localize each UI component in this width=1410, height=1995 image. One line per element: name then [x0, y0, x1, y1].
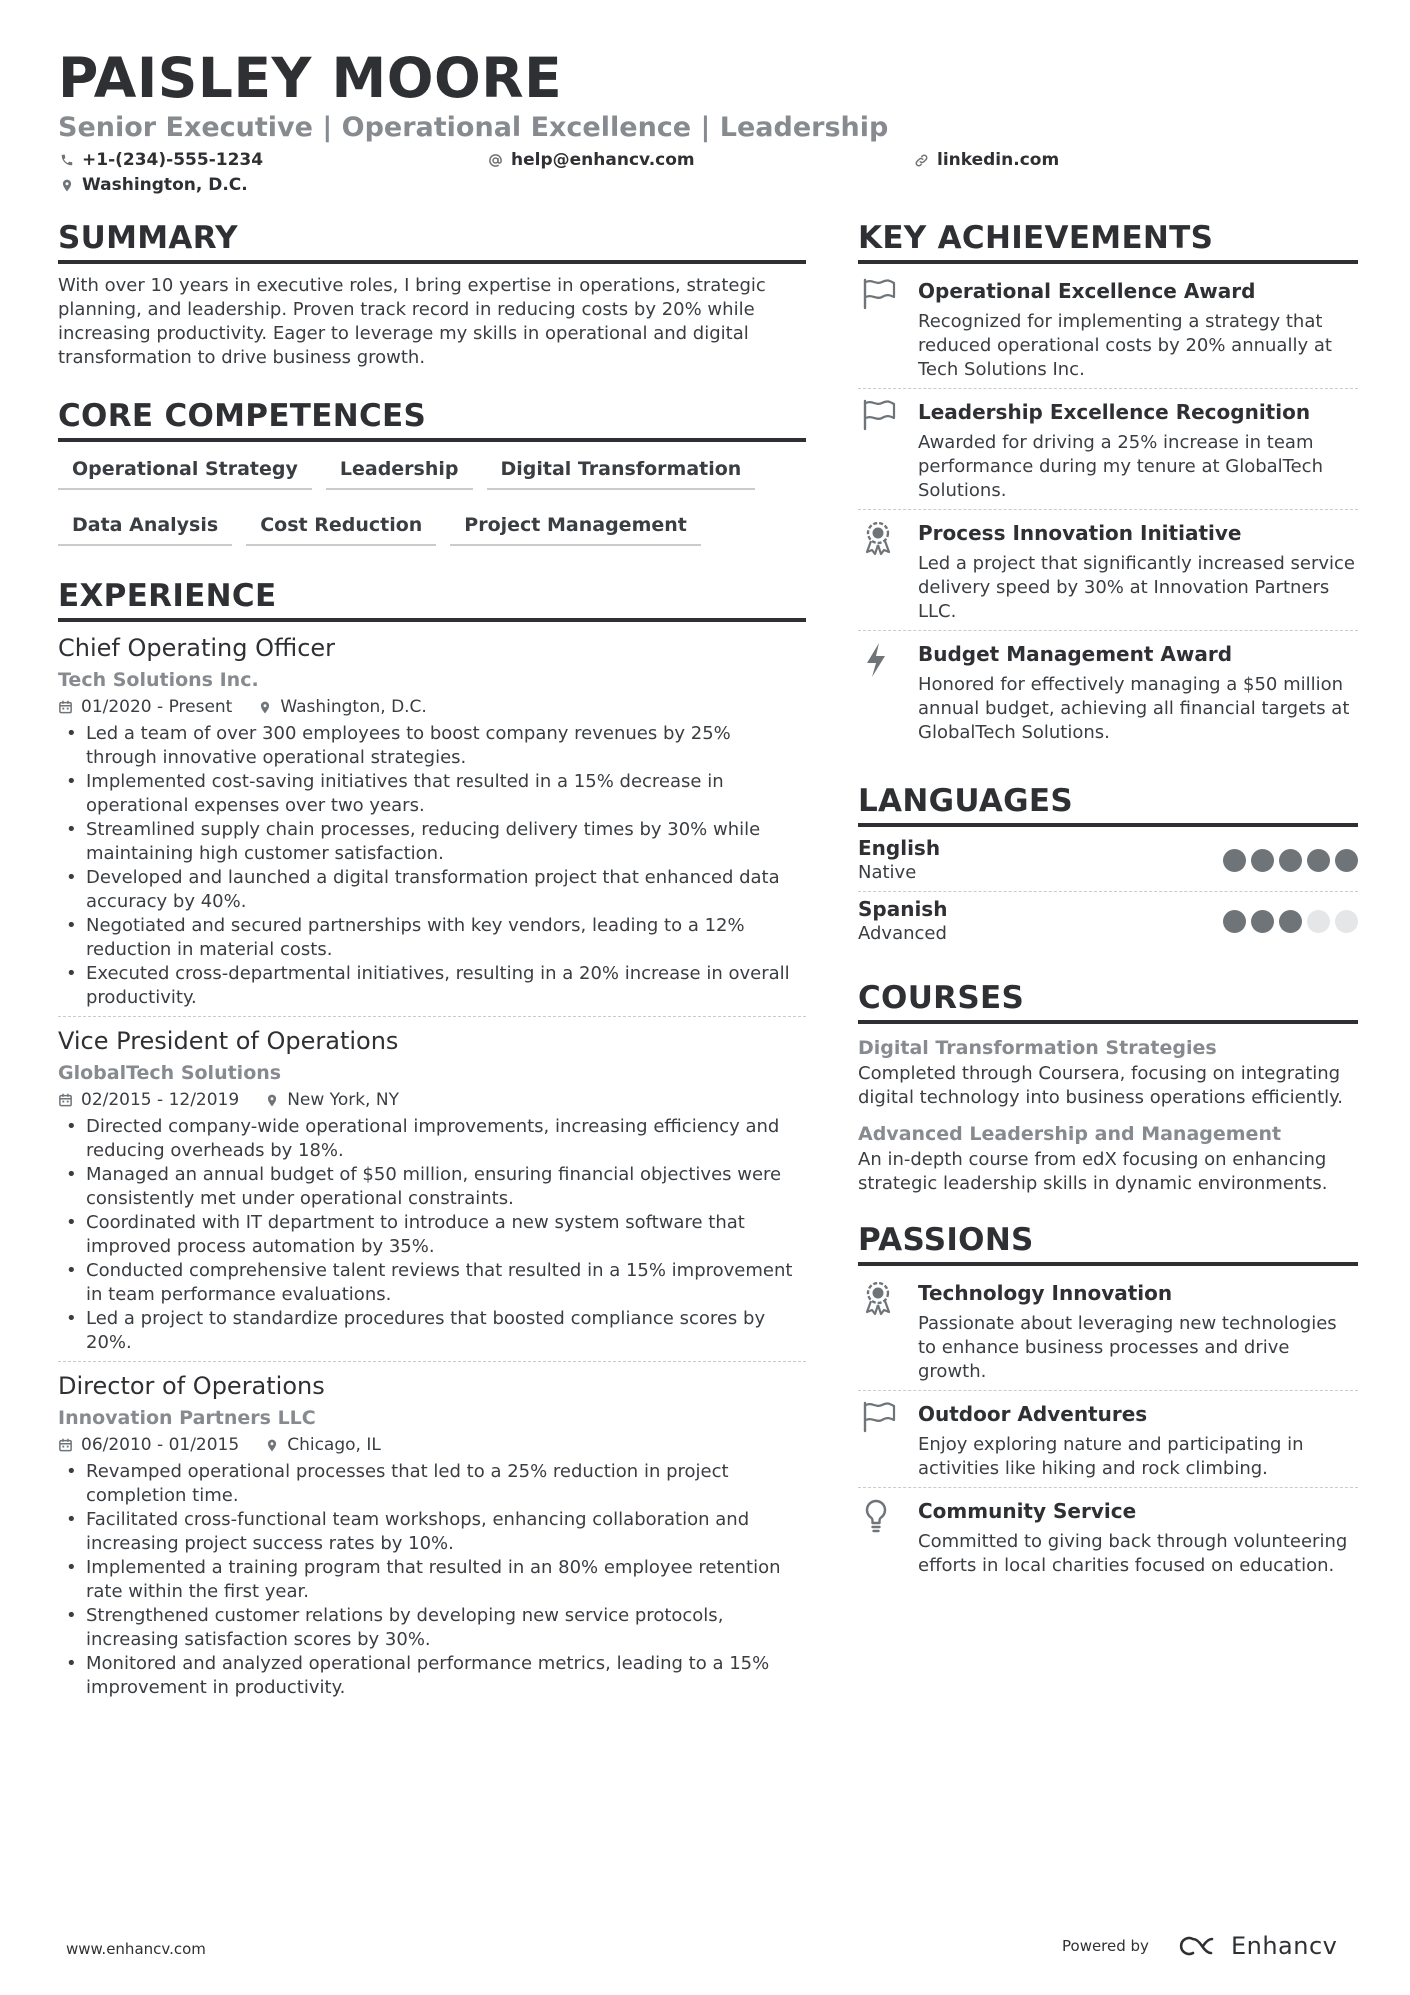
achievements-heading: KEY ACHIEVEMENTS [858, 218, 1358, 264]
achievement-item [858, 631, 1358, 751]
course-item [858, 1034, 1358, 1110]
language-name: English [858, 836, 941, 860]
medal-icon [862, 1280, 894, 1316]
phone-text: +1-(234)-555-1234 [82, 150, 264, 170]
experience-heading: EXPERIENCE [58, 576, 806, 622]
competence-chip: Digital Transformation [487, 452, 756, 490]
language-level: Native [858, 862, 917, 883]
job-dates [58, 694, 232, 720]
bullet-item: • Negotiated and secured partnerships with key vendors, leading to a 12% reduction in material costs. [58, 914, 806, 962]
bullet-item: • Implemented a training program that resulted in an 80% employee retention rate within the first year. [58, 1556, 806, 1604]
rating-dot-empty [1335, 910, 1358, 933]
linkedin-text: linkedin.com [937, 150, 1060, 170]
job-entry [58, 1370, 806, 1706]
passion-item [858, 1391, 1358, 1488]
lightning-icon [862, 641, 890, 679]
passion-item [858, 1488, 1358, 1584]
course-item [858, 1120, 1358, 1196]
bullet-item: • Facilitated cross-functional team workshops, enhancing collaboration and increasing project success rates by 10%. [58, 1508, 806, 1556]
bullet-item: • Led a team of over 300 employees to boost company revenues by 25% through innovative operational strategies. [58, 722, 806, 770]
competences-heading: CORE COMPETENCES [58, 396, 806, 442]
medal-icon [862, 520, 894, 556]
bullet-item: • Managed an annual budget of $50 million, ensuring financial objectives were consistently met under operational constraints. [58, 1163, 806, 1211]
job-location-text: Washington, D.C. [280, 697, 427, 717]
rating-dot-filled [1223, 849, 1246, 872]
job-role: Director of Operations [58, 1372, 325, 1400]
achievement-text: Honored for effectively managing a $50 million annual budget, achieving all financial targets at GlobalTech Solutions. [918, 674, 1350, 743]
passion-text: Enjoy exploring nature and participating in activities like hiking and rock climbing. [918, 1434, 1304, 1479]
right-column [858, 218, 1358, 1584]
bullet-item: • Streamlined supply chain processes, reducing delivery times by 30% while maintaining high customer satisfaction. [58, 818, 806, 866]
location-pin-icon [258, 700, 272, 715]
job-meta [58, 1087, 806, 1113]
achievement-text: Awarded for driving a 25% increase in team performance during my tenure at GlobalTech Solutions. [918, 432, 1323, 501]
passion-title: Technology Innovation [918, 1281, 1173, 1305]
powered-by-text: Powered by [1062, 1937, 1149, 1955]
achievement-text: Recognized for implementing a strategy that reduced operational costs by 20% annually at Tech Solutions Inc. [918, 311, 1332, 380]
contact-email[interactable] [488, 148, 695, 172]
experience-section [58, 576, 806, 1706]
at-icon [488, 153, 503, 168]
bullet-item: • Coordinated with IT department to introduce a new system software that improved process automation by 35%. [58, 1211, 806, 1259]
achievement-title: Process Innovation Initiative [918, 521, 1242, 545]
flag-icon [862, 1401, 898, 1433]
job-location-text: Chicago, IL [287, 1435, 381, 1455]
link-icon [914, 153, 929, 168]
rating-dot-filled [1251, 910, 1274, 933]
summary-heading: SUMMARY [58, 218, 806, 264]
competence-chip: Project Management [450, 508, 701, 546]
languages-heading: LANGUAGES [858, 781, 1358, 827]
calendar-icon [58, 699, 73, 715]
achievements-section [858, 218, 1358, 751]
rating-dot-filled [1223, 910, 1246, 933]
candidate-title: Senior Executive | Operational Excellence | Leadership [58, 112, 889, 143]
location-pin-icon [265, 1438, 279, 1453]
resume-header [58, 46, 1358, 204]
left-column [58, 218, 806, 1714]
brand-name: Enhancv [1230, 1932, 1338, 1960]
achievement-item [858, 268, 1358, 389]
job-dates [58, 1087, 239, 1113]
lightbulb-icon [862, 1498, 890, 1534]
calendar-icon [58, 1437, 73, 1453]
rating-dot-filled [1335, 849, 1358, 872]
rating-dot-filled [1307, 849, 1330, 872]
candidate-name: PAISLEY MOORE [58, 46, 563, 110]
job-meta [58, 1432, 806, 1458]
language-item [858, 892, 1358, 952]
language-rating [1218, 849, 1358, 872]
competence-chip: Leadership [326, 452, 473, 490]
courses-section [858, 978, 1358, 1196]
phone-icon [60, 153, 74, 167]
flag-icon [862, 399, 898, 431]
rating-dot-filled [1251, 849, 1274, 872]
passion-text: Passionate about leveraging new technologies to enhance business processes and drive growth. [918, 1313, 1337, 1382]
job-company: GlobalTech Solutions [58, 1062, 282, 1084]
achievement-title: Operational Excellence Award [918, 279, 1256, 303]
competences-section [58, 396, 806, 564]
bullet-item: • Conducted comprehensive talent reviews that resulted in a 15% improvement in team performance evaluations. [58, 1259, 806, 1307]
bullet-item: • Developed and launched a digital transformation project that enhanced data accuracy by 40%. [58, 866, 806, 914]
flag-icon [862, 278, 898, 310]
languages-section [858, 781, 1358, 952]
language-level: Advanced [858, 923, 947, 944]
job-company: Tech Solutions Inc. [58, 669, 259, 691]
enhancv-logo-icon [1175, 1933, 1221, 1959]
job-dates [58, 1432, 239, 1458]
achievement-item [858, 389, 1358, 510]
competence-chip: Operational Strategy [58, 452, 312, 490]
location-text: Washington, D.C. [82, 175, 248, 195]
language-rating [1218, 910, 1358, 933]
competence-chip: Cost Reduction [246, 508, 436, 546]
achievement-title: Budget Management Award [918, 642, 1233, 666]
language-item [858, 831, 1358, 892]
passion-title: Community Service [918, 1499, 1137, 1523]
location-pin-icon [60, 178, 74, 193]
job-meta [58, 694, 806, 720]
summary-section [58, 218, 806, 370]
email-text: help@enhancv.com [511, 150, 695, 170]
job-dates-text: 01/2020 - Present [81, 697, 233, 717]
contact-location [60, 173, 248, 197]
job-role: Vice President of Operations [58, 1027, 399, 1055]
achievement-item [858, 510, 1358, 631]
job-dates-text: 02/2015 - 12/2019 [81, 1090, 240, 1110]
job-company: Innovation Partners LLC [58, 1407, 316, 1429]
job-bullets [58, 722, 806, 1010]
achievement-title: Leadership Excellence Recognition [918, 400, 1311, 424]
passion-item [858, 1270, 1358, 1391]
passions-heading: PASSIONS [858, 1220, 1358, 1266]
job-entry [58, 632, 806, 1017]
bullet-item: • Led a project to standardize procedures that boosted compliance scores by 20%. [58, 1307, 806, 1355]
course-text: An in-depth course from edX focusing on enhancing strategic leadership skills in dynamic environments. [858, 1149, 1328, 1194]
contact-linkedin[interactable] [914, 148, 1059, 172]
bullet-item: • Implemented cost-saving initiatives that resulted in a 15% decrease in operational expenses over two years. [58, 770, 806, 818]
job-role: Chief Operating Officer [58, 634, 336, 662]
course-text: Completed through Coursera, focusing on integrating digital technology into business operations efficiently. [858, 1063, 1343, 1108]
courses-heading: COURSES [858, 978, 1358, 1024]
job-bullets [58, 1115, 806, 1355]
bullet-item: • Revamped operational processes that led to a 25% reduction in project completion time. [58, 1460, 806, 1508]
summary-text: With over 10 years in executive roles, I bring expertise in operations, strategic planning, and leadership. Proven track record in reducing costs by 20% while increasing productivity. Eager to leverage my skills in operational and digital transformation to drive business growth. [58, 275, 766, 368]
competences-list [58, 452, 806, 564]
passion-title: Outdoor Adventures [918, 1402, 1148, 1426]
job-location [258, 694, 426, 720]
passions-section [858, 1220, 1358, 1584]
achievement-text: Led a project that significantly increased service delivery speed by 30% at Innovation Partners LLC. [918, 553, 1355, 622]
job-location-text: New York, NY [287, 1090, 399, 1110]
bullet-item: • Strengthened customer relations by developing new service protocols, increasing satisfaction scores by 30%. [58, 1604, 806, 1652]
job-location [265, 1087, 399, 1113]
passion-text: Committed to giving back through volunteering efforts in local charities focused on education. [918, 1531, 1348, 1576]
footer-branding[interactable] [1062, 1932, 1337, 1960]
bullet-item: • Monitored and analyzed operational performance metrics, leading to a 15% improvement in productivity. [58, 1652, 806, 1700]
calendar-icon [58, 1092, 73, 1108]
footer-website[interactable]: www.enhancv.com [66, 1940, 206, 1958]
rating-dot-filled [1279, 910, 1302, 933]
job-bullets [58, 1460, 806, 1700]
rating-dot-filled [1279, 849, 1302, 872]
bullet-item: • Directed company-wide operational improvements, increasing efficiency and reducing overheads by 18%. [58, 1115, 806, 1163]
bullet-item: • Executed cross-departmental initiatives, resulting in a 20% increase in overall productivity. [58, 962, 806, 1010]
rating-dot-empty [1307, 910, 1330, 933]
location-pin-icon [265, 1093, 279, 1108]
language-name: Spanish [858, 897, 948, 921]
contact-phone[interactable] [60, 148, 263, 172]
competence-chip: Data Analysis [58, 508, 232, 546]
contact-info [58, 148, 1358, 204]
course-title: Digital Transformation Strategies [858, 1037, 1217, 1059]
job-entry [58, 1025, 806, 1362]
job-dates-text: 06/2010 - 01/2015 [81, 1435, 240, 1455]
job-location [265, 1432, 381, 1458]
course-title: Advanced Leadership and Management [858, 1123, 1282, 1145]
